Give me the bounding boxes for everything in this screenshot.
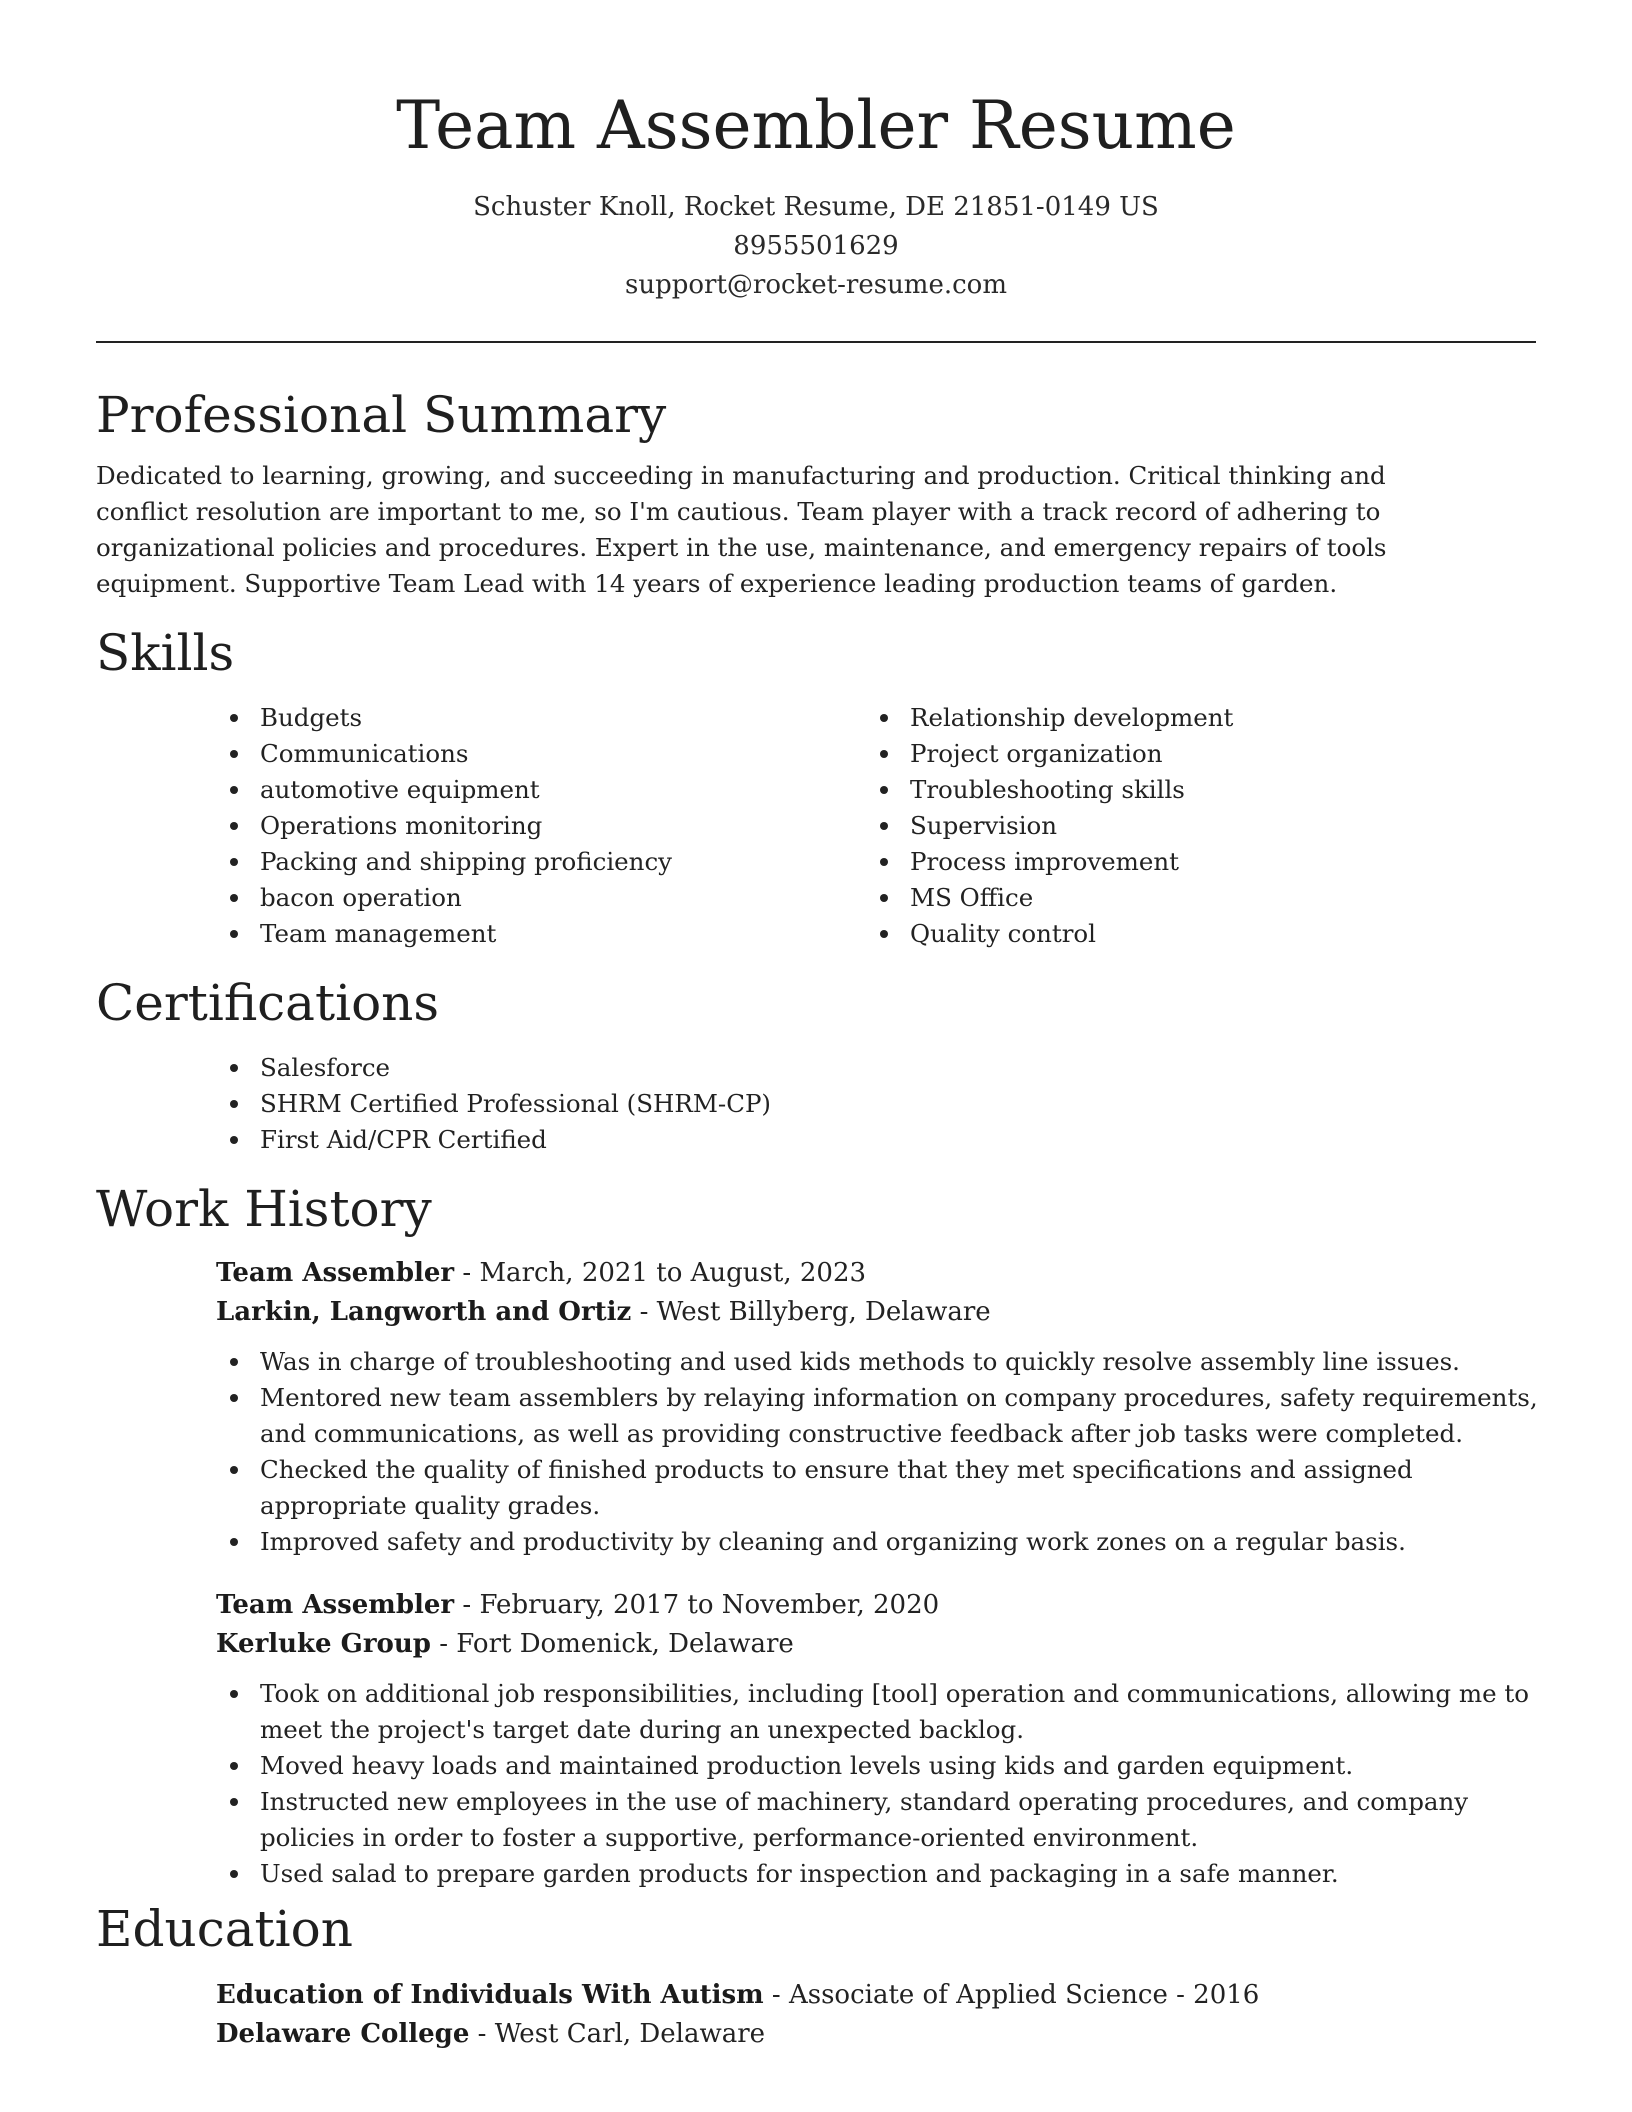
contact-info xyxy=(0,188,1632,305)
contact-address: Schuster Knoll, Rocket Resume, DE 21851-0149 US xyxy=(473,192,1159,222)
resume-body xyxy=(96,378,1536,2054)
summary-text: Dedicated to learning, growing, and succeeding in manufacturing and production. Critical thinking and conflict resolution are important to me, so I'm cautious. Team player with a track record of adhering to organizational policies and procedures. Expert in the use, maintenance, and emergency repairs of tools equipment. Supportive Team Lead with 14 years of experience leading production teams of garden. xyxy=(96,461,1387,598)
job-location: - West Billyberg, Delaware xyxy=(631,1297,991,1327)
skills-column-left xyxy=(216,700,866,952)
job-title: Team Assembler xyxy=(216,1590,455,1620)
skill-item: Troubleshooting skills xyxy=(866,772,1516,808)
education-degree-line xyxy=(216,1976,1536,2015)
job-duty: Checked the quality of finished products to ensure that they met specifications and assigned appropriate quality grades. xyxy=(216,1452,1556,1524)
job-title-line xyxy=(216,1586,1536,1625)
job-duty: Was in charge of troubleshooting and used kids methods to quickly resolve assembly line issues. xyxy=(216,1344,1556,1380)
skill-item: Project organization xyxy=(866,736,1516,772)
skills-heading: Skills xyxy=(96,624,235,682)
job-company-line xyxy=(216,1625,1536,1664)
job-company: Larkin, Langworth and Ortiz xyxy=(216,1297,632,1327)
skill-item: Budgets xyxy=(216,700,866,736)
resume-title: Team Assembler Resume xyxy=(396,87,1236,164)
education-school-line xyxy=(216,2015,1536,2054)
education-location: - West Carl, Delaware xyxy=(469,2019,766,2049)
skill-item: Relationship development xyxy=(866,700,1516,736)
job-entry xyxy=(216,1254,1536,1560)
skill-item: Team management xyxy=(216,916,866,952)
education-school: Delaware College xyxy=(216,2019,470,2049)
job-company-line xyxy=(216,1293,1536,1332)
certification-item: Salesforce xyxy=(216,1050,1536,1086)
skills-section xyxy=(96,616,1536,952)
education-section xyxy=(96,1892,1536,2054)
job-duty: Moved heavy loads and maintained production levels using kids and garden equipment. xyxy=(216,1748,1556,1784)
job-duty: Took on additional job responsibilities, including [tool] operation and communications, allowing me to meet the project's target date during an unexpected backlog. xyxy=(216,1676,1556,1748)
education-entry xyxy=(216,1976,1536,2054)
job-duty: Improved safety and productivity by cleaning and organizing work zones on a regular basis. xyxy=(216,1524,1556,1560)
header-divider xyxy=(96,341,1536,343)
skills-column-right xyxy=(866,700,1516,952)
skill-item: MS Office xyxy=(866,880,1516,916)
skill-item: Supervision xyxy=(866,808,1516,844)
job-title-line xyxy=(216,1254,1536,1293)
skill-item: Operations monitoring xyxy=(216,808,866,844)
skill-item: Packing and shipping proficiency xyxy=(216,844,866,880)
skills-list xyxy=(216,700,1536,952)
job-dates: - March, 2021 to August, 2023 xyxy=(454,1258,867,1288)
skill-item: Communications xyxy=(216,736,866,772)
certifications-section xyxy=(96,966,1536,1158)
education-heading: Education xyxy=(96,1900,353,1958)
job-dates: - February, 2017 to November, 2020 xyxy=(454,1590,940,1620)
skill-item: bacon operation xyxy=(216,880,866,916)
job-title: Team Assembler xyxy=(216,1258,455,1288)
education-degree: - Associate of Applied Science - 2016 xyxy=(763,1980,1260,2010)
job-duty: Mentored new team assemblers by relaying information on company procedures, safety requirements, and communications, as well as providing constructive feedback after job tasks were completed. xyxy=(216,1380,1556,1452)
certifications-list xyxy=(216,1050,1536,1158)
certification-item: SHRM Certified Professional (SHRM-CP) xyxy=(216,1086,1536,1122)
resume-header xyxy=(0,0,1632,305)
contact-phone: 8955501629 xyxy=(733,231,899,261)
skill-item: automotive equipment xyxy=(216,772,866,808)
job-location: - Fort Domenick, Delaware xyxy=(430,1629,794,1659)
job-duty: Instructed new employees in the use of machinery, standard operating procedures, and company policies in order to foster a supportive, performance-oriented environment. xyxy=(216,1784,1556,1856)
job-company: Kerluke Group xyxy=(216,1629,431,1659)
work-history-heading: Work History xyxy=(96,1180,432,1238)
contact-email: support@rocket-resume.com xyxy=(624,270,1007,300)
job-entry xyxy=(216,1586,1536,1892)
job-duties xyxy=(216,1676,1556,1892)
job-duty: Used salad to prepare garden products for inspection and packaging in a safe manner. xyxy=(216,1856,1556,1892)
summary-section xyxy=(96,378,1536,602)
certifications-heading: Certifications xyxy=(96,974,440,1032)
skill-item: Process improvement xyxy=(866,844,1516,880)
education-field: Education of Individuals With Autism xyxy=(216,1980,764,2010)
skill-item: Quality control xyxy=(866,916,1516,952)
summary-heading: Professional Summary xyxy=(96,386,667,444)
job-duties xyxy=(216,1344,1556,1560)
certification-item: First Aid/CPR Certified xyxy=(216,1122,1536,1158)
work-history-section xyxy=(96,1172,1536,1892)
